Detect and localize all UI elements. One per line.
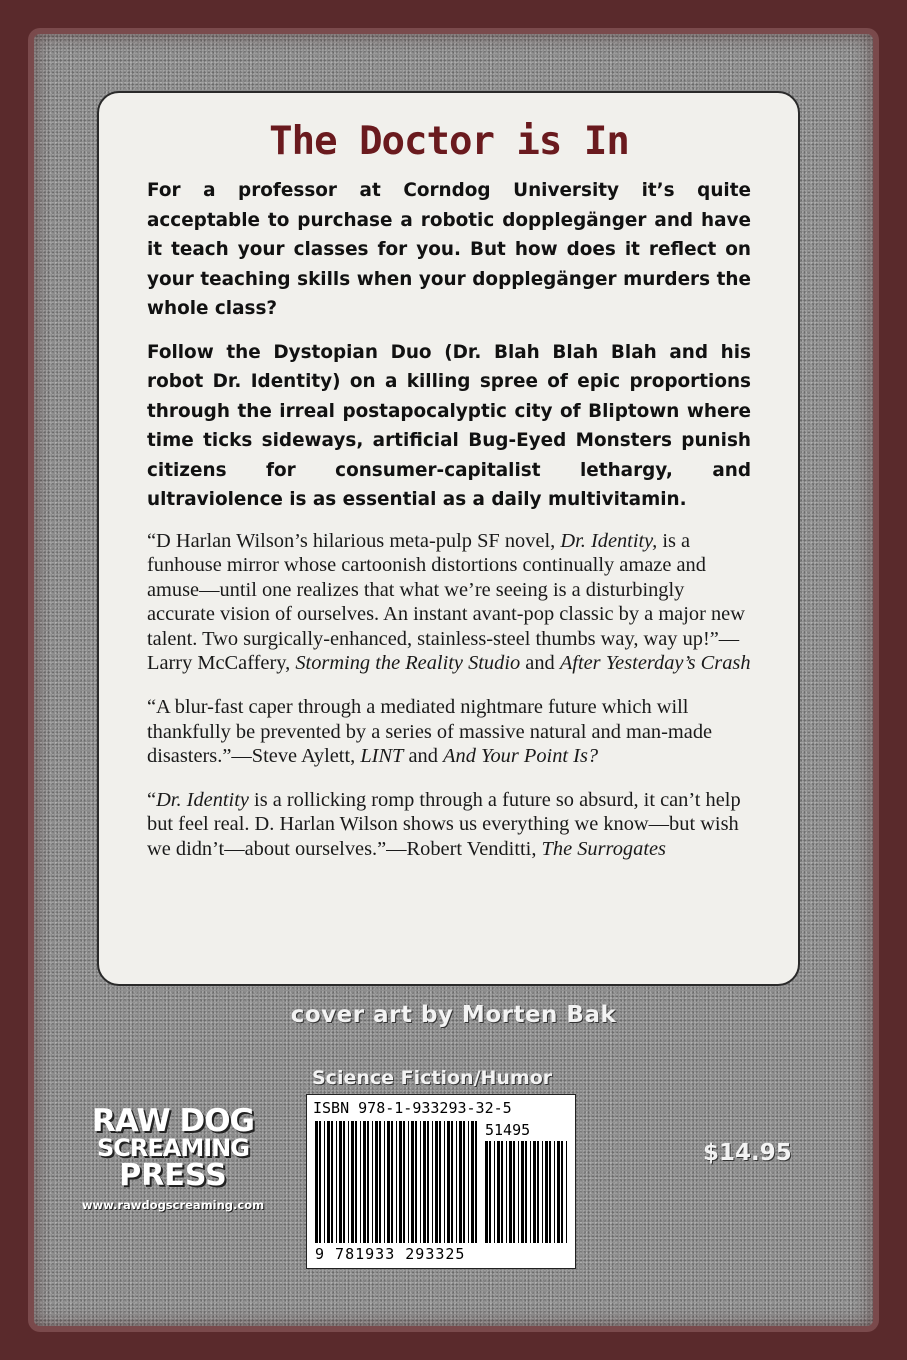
genre-label: Science Fiction/Humor (312, 1067, 553, 1089)
publisher-website: www.rawdogscreaming.com (81, 1198, 265, 1212)
blurb-paragraph-2: Follow the Dystopian Duo (Dr. Blah Blah Blah and his robot Dr. Identity) on a killing spree of epic proportions through the irreal postapocalyptic city of Bliptown where time ticks sideways, artificial Bug-Eyed Monsters punish citizens for consumer-capitalist lethargy, and ultraviolence is as essential as a daily multivitamin. (147, 341, 751, 510)
cover-art-credit: cover art by Morten Bak (290, 1002, 617, 1028)
barcode-supplement-bars-icon (485, 1141, 569, 1243)
back-cover-panel (97, 91, 800, 986)
price-label: $14.95 (703, 1140, 792, 1166)
review-quote-2: “A blur-fast caper through a mediated nightmare future which will thankfully be prevented by a series of massive natural and man-made disasters.”—Steve Aylett, LINT and And Your Point Is? (147, 696, 713, 768)
cover-title: The Doctor is In (269, 119, 629, 164)
publisher-logo: RAW DOG SCREAMING PRESS (92, 1103, 254, 1193)
review-quote-3: “Dr. Identity is a rollicking romp through a future so absurd, it can’t help but feel real. D. Harlan Wilson shows us everything we know—but wish we didn’t—about ourselves.”—Robert Venditti, The Surrogates (147, 788, 741, 861)
price-code-text: 51495 (485, 1121, 531, 1139)
barcode-bars-icon (315, 1121, 481, 1243)
review-quote-1: “D Harlan Wilson’s hilarious meta-pulp SF novel, Dr. Identity, is a funhouse mirror whose cartoonish distortions continually amaze and amuse—until one realizes that what we’re seeing is a disturbingly accurate vision of ourselves. An instant avant-pop classic by a major new talent. Two surgically-enhanced, stainless-steel thumbs way, way up!”—Larry McCaffery, Storming the Reality Studio and After Yesterday’s Crash (147, 529, 751, 675)
isbn-text: ISBN 978-1-933293-32-5 (313, 1099, 512, 1117)
blurb-paragraph-1: For a professor at Corndog University it’s quite acceptable to purchase a robotic dopplegänger and have it teach your classes for you. But how does it reflect on your teaching skills when your dopplegänger murders the whole class? (147, 180, 751, 319)
ean-digits: 9 781933 293325 (315, 1245, 466, 1263)
isbn-barcode (306, 1094, 576, 1269)
